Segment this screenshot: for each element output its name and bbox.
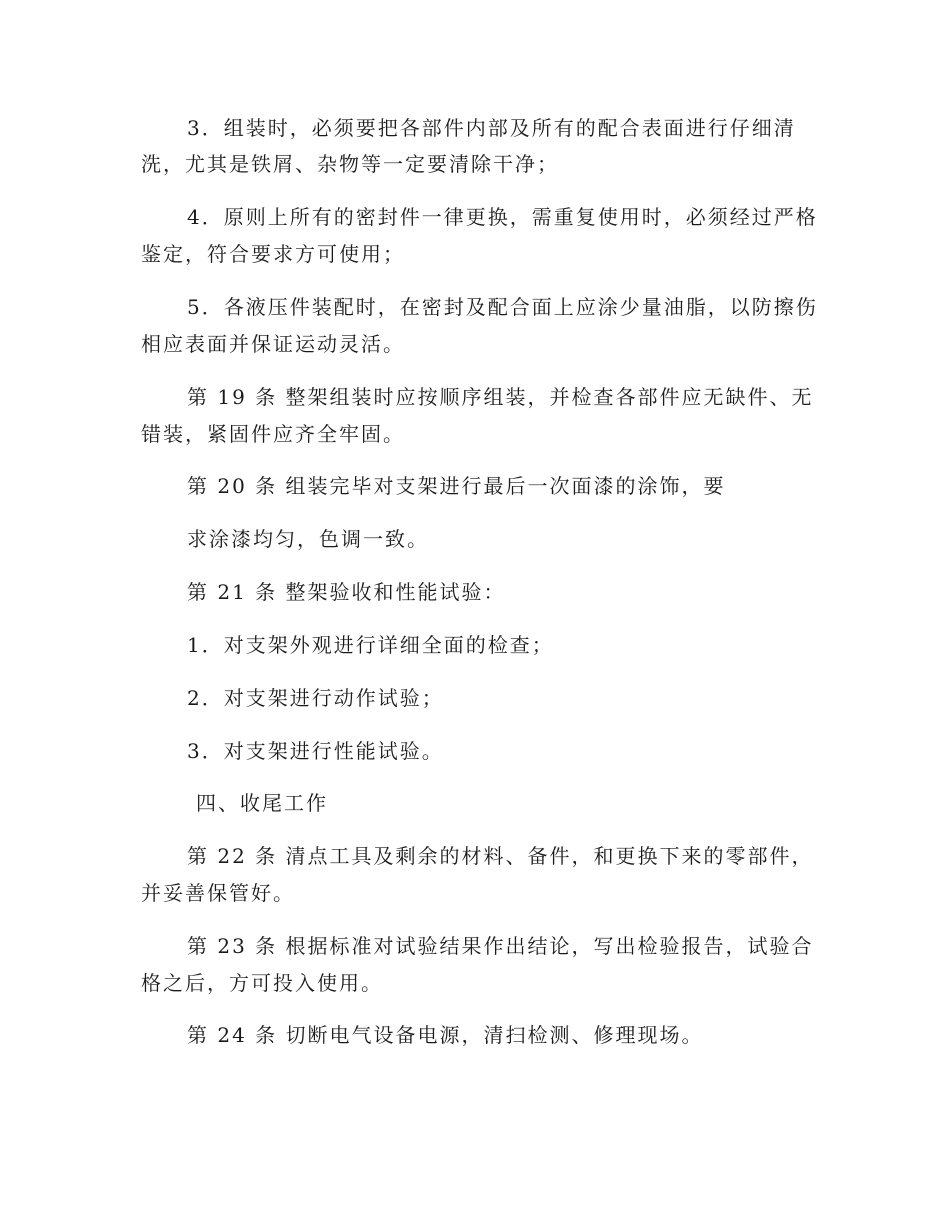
paragraph-line: 2．对支架进行动作试验；	[187, 686, 444, 710]
paragraph-line: 第 24 条 切断电气设备电源，清扫检测、修理现场。	[187, 1023, 704, 1047]
paragraph-line: 5．各液压件装配时，在密封及配合面上应涂少量油脂，以防擦伤	[187, 295, 818, 319]
paragraph-line: 第 20 条 组装完毕对支架进行最后一次面漆的涂饰，要	[187, 474, 726, 498]
paragraph-line: 3．对支架进行性能试验。	[187, 739, 444, 763]
paragraph-line: 格之后，方可投入使用。	[141, 971, 383, 995]
paragraph-line: 洗，尤其是铁屑、杂物等一定要清除干净；	[141, 152, 559, 176]
paragraph-line: 第 23 条 根据标准对试验结果作出结论，写出检验报告，试验合	[187, 934, 814, 958]
paragraph-line: 第 19 条 整架组装时应按顺序组装，并检查各部件应无缺件、无	[187, 385, 814, 409]
section-heading-text: 四、收尾工作	[196, 791, 328, 815]
paragraph-line: 1．对支架外观进行详细全面的检查；	[187, 633, 554, 657]
paragraph-line: 4．原则上所有的密封件一律更换，需重复使用时，必须经过严格	[187, 205, 818, 229]
paragraph-line: 3．组装时，必须要把各部件内部及所有的配合表面进行仔细清	[187, 116, 796, 140]
paragraph-line: 错装，紧固件应齐全牢固。	[141, 422, 405, 446]
paragraph-line: 求涂漆均匀，色调一致。	[187, 527, 429, 551]
paragraph-line: 第 22 条 清点工具及剩余的材料、备件，和更换下来的零部件，	[187, 844, 814, 868]
paragraph-line: 并妥善保管好。	[141, 881, 295, 905]
paragraph-line: 第 21 条 整架验收和性能试验：	[187, 580, 506, 604]
paragraph-line: 鉴定，符合要求方可使用；	[141, 242, 405, 266]
paragraph-line: 相应表面并保证运动灵活。	[141, 332, 405, 356]
